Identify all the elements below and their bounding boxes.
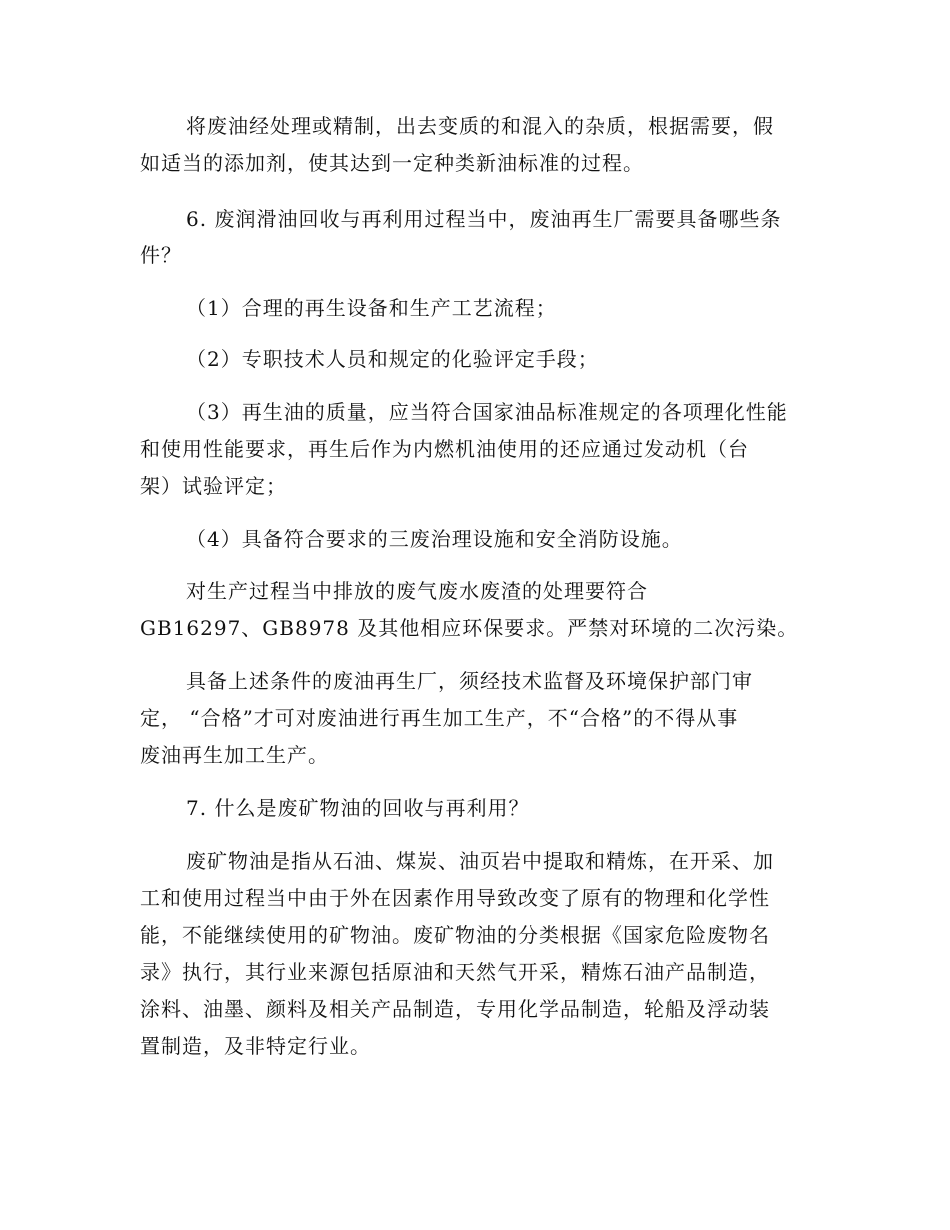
list-item-3-line-3: 架）试验评定； bbox=[140, 474, 287, 498]
paragraph-3-line-1: 具备上述条件的废油再生厂，须经技术监督及环境保护部门审 bbox=[186, 669, 753, 693]
list-item-2: （2）专职技术人员和规定的化验评定手段； bbox=[186, 347, 599, 371]
list-item-1: （1）合理的再生设备和生产工艺流程； bbox=[186, 296, 557, 320]
paragraph-3-line-2: 定， “合格”才可对废油进行再生加工生产，不“合格”的不得从事 bbox=[140, 706, 739, 730]
paragraph-3-line-3: 废油再生加工生产。 bbox=[140, 743, 329, 767]
question-6-line-2: 件？ bbox=[140, 243, 182, 267]
question-6-line-1: 6. 废润滑油回收与再利用过程当中，废油再生厂需要具备哪些条 bbox=[186, 207, 782, 231]
question-7: 7. 什么是废矿物油的回收与再利用？ bbox=[186, 796, 530, 820]
paragraph-2-line-2: GB16297、GB8978 及其他相应环保要求。严禁对环境的二次污染。 bbox=[140, 616, 799, 640]
paragraph-4-line-6: 置制造，及非特定行业。 bbox=[140, 1034, 371, 1058]
paragraph-1-line-1: 将废油经处理或精制，出去变质的和混入的杂质，根据需要，假 bbox=[186, 114, 774, 138]
list-item-3-line-2: 和使用性能要求，再生后作为内燃机油使用的还应通过发动机（台 bbox=[140, 437, 749, 461]
paragraph-4-line-4: 录》执行，其行业来源包括原油和天然气开采，精炼石油产品制造， bbox=[140, 960, 770, 984]
paragraph-4-line-3: 能，不能继续使用的矿物油。废矿物油的分类根据《国家危险废物名 bbox=[140, 923, 770, 947]
paragraph-4-line-2: 工和使用过程当中由于外在因素作用导致改变了原有的物理和化学性 bbox=[140, 886, 770, 910]
list-item-3-line-1: （3）再生油的质量，应当符合国家油品标准规定的各项理化性能 bbox=[186, 400, 788, 424]
list-item-4: （4）具备符合要求的三废治理设施和安全消防设施。 bbox=[186, 527, 683, 551]
paragraph-1-line-2: 如适当的添加剂，使其达到一定种类新油标准的过程。 bbox=[140, 151, 644, 175]
paragraph-2-line-1: 对生产过程当中排放的废气废水废渣的处理要符合 bbox=[186, 579, 648, 603]
paragraph-4-line-5: 涂料、油墨、颜料及相关产品制造，专用化学品制造，轮船及浮动装 bbox=[140, 997, 770, 1021]
paragraph-4-line-1: 废矿物油是指从石油、煤炭、油页岩中提取和精炼，在开采、加 bbox=[186, 849, 774, 873]
